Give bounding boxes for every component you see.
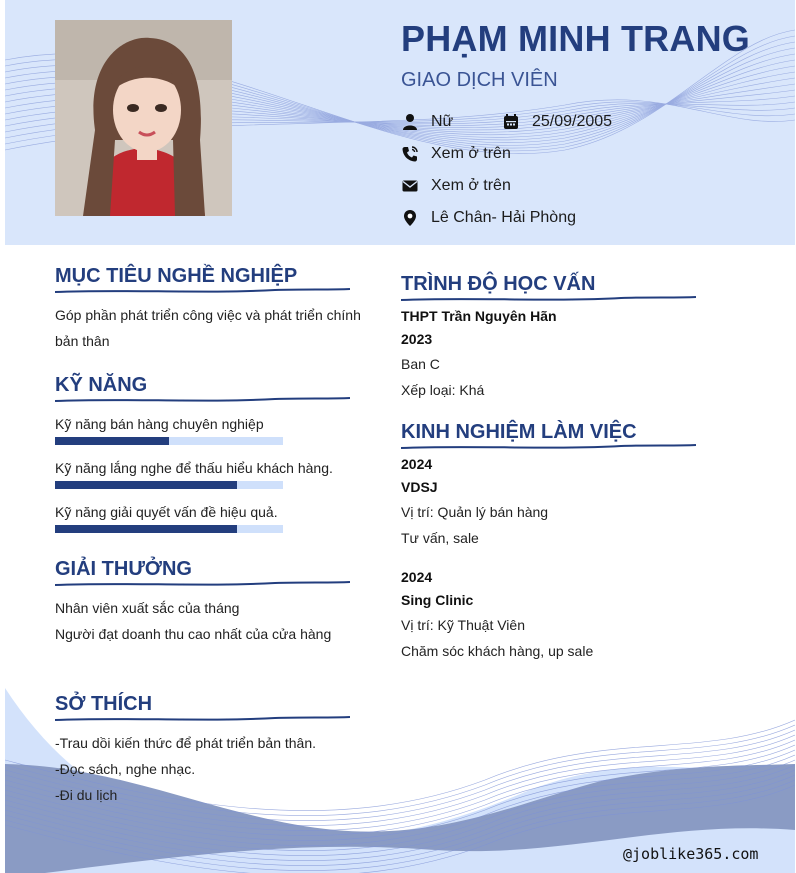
section-underline [401, 443, 696, 451]
gender-row [401, 113, 453, 131]
section-underline [55, 287, 350, 295]
education-title: TRÌNH ĐỘ HỌC VẤN [401, 273, 596, 295]
objective-text: Góp phần phát triển công việc và phát triển chính bản thân [55, 307, 361, 349]
awards-title: GIẢI THƯỞNG [55, 558, 192, 580]
job-year: 2024 [401, 569, 433, 585]
skill-bar-fill [55, 481, 237, 489]
experience-title: KINH NGHIỆM LÀM VIỆC [401, 421, 637, 443]
calendar-icon [502, 113, 520, 131]
skill-bar-fill [55, 437, 169, 445]
job-year: 2024 [401, 456, 433, 472]
portrait-image [55, 20, 232, 216]
address-row [401, 209, 576, 227]
skill-bar [55, 437, 283, 445]
phone-row [401, 145, 511, 163]
job-description: Chăm sóc khách hàng, up sale [401, 643, 594, 659]
hobbies-title: SỞ THÍCH [55, 693, 153, 715]
education-school: THPT Trần Nguyên Hãn [401, 308, 557, 324]
phone-value: Xem ở trên [431, 145, 511, 162]
location-icon [401, 209, 419, 227]
phone-icon [401, 145, 419, 163]
job-company: Sing Clinic [401, 592, 474, 608]
education-year: 2023 [401, 331, 433, 347]
skill-label: Kỹ năng giải quyết vấn đề hiệu quả. [55, 504, 278, 520]
gender-value: Nữ [431, 113, 454, 130]
email-value: Xem ở trên [431, 177, 511, 194]
award-item: Người đạt doanh thu cao nhất của cửa hàng [55, 626, 332, 642]
birthday-value: 25/09/2005 [532, 113, 613, 130]
section-underline [55, 580, 350, 588]
skill-bar [55, 525, 283, 533]
candidate-position: GIAO DỊCH VIÊN [401, 69, 558, 91]
hobby-item: -Đọc sách, nghe nhạc. [55, 761, 196, 777]
education-grade: Xếp loại: Khá [401, 382, 485, 398]
address-value: Lê Chân- Hải Phòng [431, 209, 576, 226]
hobby-item: -Trau dồi kiến thức để phát triển bản thân. [55, 735, 317, 751]
job-description: Tư vấn, sale [401, 530, 479, 546]
objective-title: MỤC TIÊU NGHỀ NGHIỆP [55, 265, 298, 287]
skill-label: Kỹ năng lắng nghe để thấu hiểu khách hàng. [55, 460, 333, 476]
education-major: Ban C [401, 356, 440, 372]
profile-photo [55, 20, 232, 216]
skill-label: Kỹ năng bán hàng chuyên nghiệp [55, 416, 264, 432]
section-underline [401, 295, 696, 303]
user-icon [401, 113, 419, 131]
candidate-name: PHẠM MINH TRANG [401, 18, 750, 59]
job-role: Vị trí: Quản lý bán hàng [401, 504, 549, 520]
mail-icon [401, 177, 419, 195]
cv-page [5, 0, 795, 873]
watermark: @joblike365.com [623, 845, 759, 863]
hobby-item: -Đi du lịch [55, 787, 118, 803]
skills-title: KỸ NĂNG [55, 374, 148, 396]
skill-bar [55, 481, 283, 489]
email-row [401, 177, 511, 195]
skill-bar-fill [55, 525, 237, 533]
section-underline [55, 715, 350, 723]
job-role: Vị trí: Kỹ Thuật Viên [401, 617, 525, 633]
section-underline [55, 396, 350, 404]
birthday-row [502, 113, 612, 131]
header-band [5, 0, 795, 245]
award-item: Nhân viên xuất sắc của tháng [55, 600, 240, 616]
job-company: VDSJ [401, 479, 438, 495]
